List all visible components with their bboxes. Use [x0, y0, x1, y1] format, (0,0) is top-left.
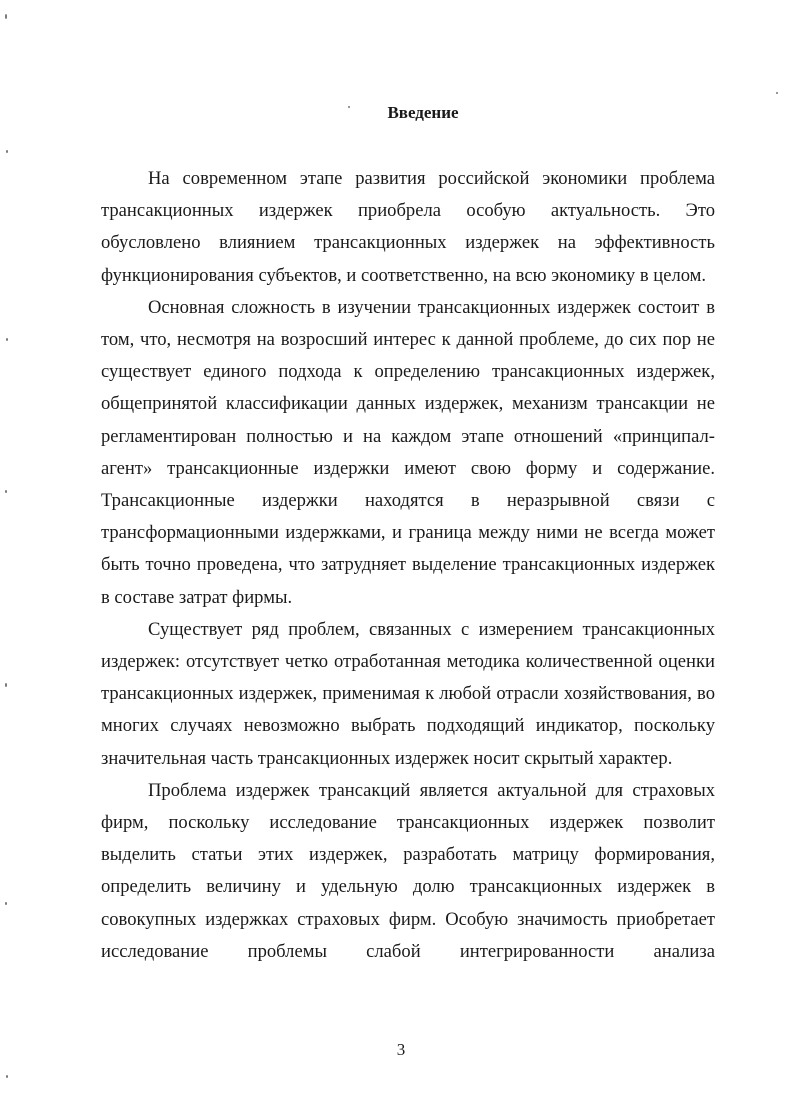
- scan-speck: [6, 150, 8, 153]
- scan-speck: [5, 490, 7, 493]
- paragraph-3: Существует ряд проблем, связанных с измерением трансакционных издержек: отсутствует четко отработанная методика количественной оценки трансакционных издержек, применимая к любой отрасли хозяйствования, во многих случаях невозможно выбрать подходящий индикатор, поскольку значительная часть трансакционных издержек носит скрытый характер.: [101, 618, 715, 769]
- scan-speck: [5, 902, 7, 905]
- paragraph-4: Проблема издержек трансакций является актуальной для страховых фирм, поскольку исследование трансакционных издержек позволит выделить статьи этих издержек, разработать матрицу формирования, определить величину и удельную долю трансакционных издержек в совокупных издержках страховых фирм. Особую значимость приобретает исследование проблемы слабой интегрированности анализа: [101, 779, 715, 962]
- paragraph-1: На современном этапе развития российской экономики проблема трансакционных издержек приобрела особую актуальность. Это обусловлено влиянием трансакционных издержек на эффективность функционирования субъектов, и соответственно, на всю экономику в целом.: [101, 168, 715, 286]
- paragraph-2: Основная сложность в изучении трансакционных издержек состоит в том, что, несмотря на возросший интерес к данной проблеме, до сих пор не существует единого подхода к определению трансакционных издержек, общепринятой классификации данных издержек, механизм трансакции не регламентирован полностью и на каждом этапе отношений «принципал-агент» трансакционные издержки имеют свою форму и содержание. Трансакционные издержки находятся в неразрывной связи с трансформационными издержками, и граница между ними не всегда может быть точно проведена, что затрудняет выделение трансакционных издержек в составе затрат фирмы.: [101, 296, 715, 608]
- body-text: [101, 163, 715, 968]
- scan-speck: [5, 14, 7, 19]
- scan-speck: [5, 683, 7, 687]
- page-number: 3: [396, 1040, 406, 1059]
- scan-speck: [6, 1075, 8, 1078]
- scan-speck: [776, 92, 778, 94]
- page-title: Введение: [387, 103, 459, 122]
- scan-speck: [6, 338, 8, 341]
